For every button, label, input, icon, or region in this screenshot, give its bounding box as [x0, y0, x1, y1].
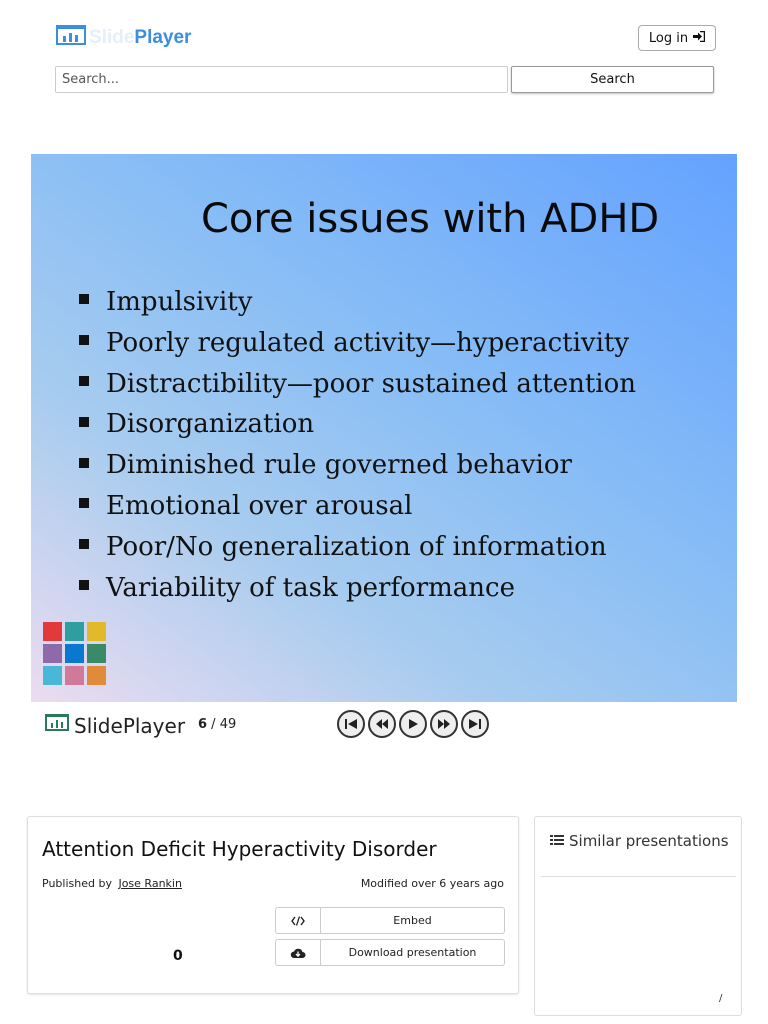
divider [541, 876, 736, 877]
bullet-square-icon [79, 539, 89, 549]
bullet-item: Impulsivity [79, 282, 636, 323]
decorative-tile [87, 622, 106, 641]
view-count: 0 [173, 948, 183, 964]
download-button[interactable] [275, 939, 505, 966]
bullet-item: Distractibility—poor sustained attention [79, 364, 636, 405]
bullet-square-icon [79, 294, 89, 304]
decorative-tile [43, 644, 62, 663]
published-by [42, 877, 182, 890]
author-link[interactable]: Jose Rankin [118, 877, 182, 890]
bullet-item: Poor/No generalization of information [79, 527, 636, 568]
bullet-item: Poorly regulated activity—hyperactivity [79, 323, 636, 364]
slide-bullet-list [79, 282, 636, 608]
bullet-square-icon [79, 376, 89, 386]
last-icon [468, 715, 482, 734]
sign-in-icon [693, 31, 705, 46]
page-counter: 6 / 49 [198, 717, 237, 732]
bullet-square-icon [79, 498, 89, 508]
brand-name: SlidePlayer [89, 27, 192, 48]
rewind-icon [375, 715, 389, 734]
play-button[interactable] [399, 710, 427, 738]
similar-presentations-heading: Similar presentations [550, 832, 729, 850]
decorative-tile [43, 622, 62, 641]
decorative-tile [87, 666, 106, 685]
modified-date: Modified over 6 years ago [360, 877, 504, 890]
footer-mark: / [719, 993, 723, 1004]
decorative-tile [65, 666, 84, 685]
code-icon [276, 908, 321, 933]
slide-controls [337, 710, 489, 738]
player-logo-text: SlidePlayer [74, 714, 186, 738]
first-icon [344, 715, 358, 734]
bullet-square-icon [79, 335, 89, 345]
presentation-title: Attention Deficit Hyperactivity Disorder [42, 837, 437, 861]
search-input[interactable] [55, 66, 508, 93]
login-button[interactable] [638, 25, 716, 51]
slideplayer-logo[interactable] [55, 24, 191, 52]
slide-viewer[interactable] [31, 154, 737, 702]
decorative-tile [43, 666, 62, 685]
first-slide-button[interactable] [337, 710, 365, 738]
fast-forward-icon [437, 715, 451, 734]
bullet-square-icon [79, 458, 89, 468]
presentation-board-icon [44, 712, 70, 740]
play-icon [407, 715, 419, 734]
last-slide-button[interactable] [461, 710, 489, 738]
decorative-tile-grid [43, 622, 106, 685]
decorative-tile [65, 644, 84, 663]
bullet-item: Variability of task performance [79, 568, 636, 609]
download-label: Download presentation [348, 946, 477, 959]
login-label: Log in [648, 30, 689, 46]
bullet-item: Disorganization [79, 404, 636, 445]
next-slide-button[interactable] [430, 710, 458, 738]
presentation-info-card [27, 816, 519, 994]
player-logo[interactable] [44, 712, 185, 740]
decorative-tile [87, 644, 106, 663]
previous-slide-button[interactable] [368, 710, 396, 738]
bullet-item: Diminished rule governed behavior [79, 445, 636, 486]
similar-presentations-panel [534, 816, 742, 1016]
bullet-item: Emotional over arousal [79, 486, 636, 527]
slide-title: Core issues with ADHD [201, 196, 660, 242]
list-icon [550, 832, 564, 850]
decorative-tile [65, 622, 84, 641]
search-button[interactable]: Search [511, 66, 714, 93]
bullet-square-icon [79, 417, 89, 427]
embed-label: Embed [393, 914, 432, 927]
bullet-square-icon [79, 580, 89, 590]
presentation-board-icon [55, 24, 87, 52]
embed-button[interactable] [275, 907, 505, 934]
cloud-download-icon [276, 940, 321, 965]
published-by-label: Published by [42, 877, 112, 890]
